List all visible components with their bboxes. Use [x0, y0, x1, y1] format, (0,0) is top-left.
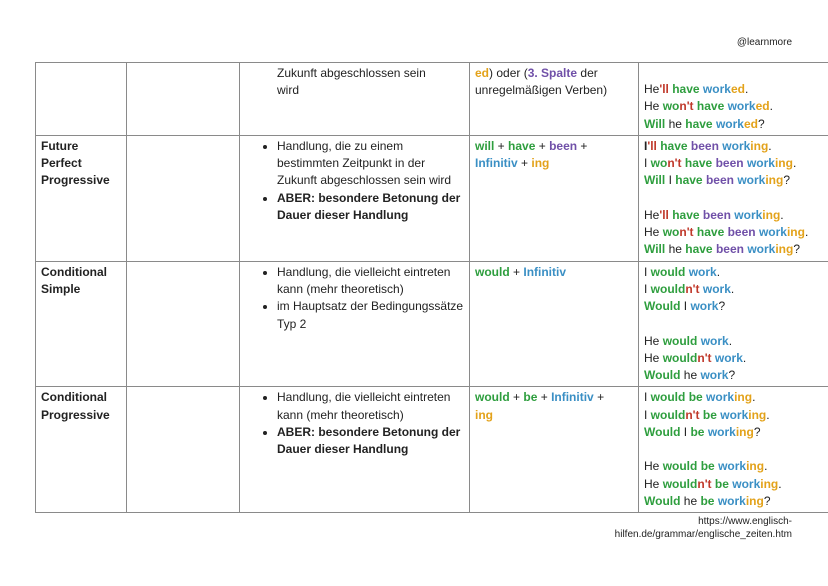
example-sentence: [644, 81, 828, 98]
text-segment: Will: [644, 116, 666, 131]
example-sentence: [644, 98, 828, 115]
usage-list: [245, 138, 464, 224]
text-segment: work: [702, 82, 731, 96]
tense-row: [36, 135, 828, 261]
text-segment: ?: [728, 368, 736, 383]
text-segment: ed: [755, 99, 770, 114]
usage-list-item: • Handlung, die vielleicht eintreten kann (mehr theoretisch): [277, 264, 464, 299]
text-segment: ?: [793, 242, 801, 257]
example-sentence: [644, 407, 828, 424]
text-segment: +: [517, 156, 532, 171]
text-segment: .: [744, 82, 749, 96]
text-segment: would: [662, 476, 698, 491]
example-sentence: [644, 298, 828, 315]
text-segment: He: [644, 207, 660, 222]
empty-cell: [127, 63, 240, 136]
usage-list-item: • ABER: besondere Betonung der Dauer dieser Handlung: [277, 190, 464, 225]
text-segment: n't: [685, 407, 700, 422]
text-segment: unregelmäßigen Verben): [475, 83, 608, 98]
author-handle: @learnmore: [736, 37, 792, 48]
text-segment: work: [720, 407, 749, 422]
text-segment: +: [535, 138, 550, 153]
text-segment: 'll: [647, 138, 657, 153]
text-segment: wo: [650, 156, 668, 171]
text-segment: be: [714, 476, 729, 491]
tense-name-cell: [36, 135, 127, 261]
text-segment: be: [700, 493, 715, 508]
text-segment: would: [650, 390, 686, 405]
text-segment: been: [715, 156, 744, 171]
text-segment: have: [508, 138, 536, 153]
text-segment: ing: [786, 225, 805, 240]
text-segment: der: [577, 66, 598, 80]
usage-list-item: • ABER: besondere Betonung der Dauer dieser Handlung: [277, 424, 464, 459]
text-segment: n't: [685, 281, 700, 296]
text-segment: ed: [743, 116, 758, 131]
tense-name-cell: [36, 261, 127, 387]
usage-description-cell: [240, 261, 470, 387]
text-segment: work: [746, 156, 775, 171]
formula-line: [475, 264, 633, 281]
text-segment: I: [644, 281, 651, 296]
text-segment: 3. Spalte: [527, 66, 578, 80]
text-segment: ing: [760, 476, 779, 491]
example-sentence: [644, 493, 828, 510]
text-segment: be: [690, 425, 705, 440]
usage-description-cell: [240, 387, 470, 513]
text-segment: +: [494, 138, 509, 153]
text-segment: He: [644, 350, 663, 365]
text-segment: +: [509, 264, 524, 279]
empty-cell: [127, 135, 240, 261]
text-segment: n't: [679, 99, 694, 114]
examples-cell: [639, 63, 828, 136]
example-sentence: [644, 224, 828, 241]
text-segment: work: [717, 493, 746, 508]
text-segment: be: [523, 390, 538, 405]
tense-name: Conditional Progressive: [41, 390, 110, 422]
text-segment: have: [672, 207, 700, 222]
example-sentence: [644, 264, 828, 281]
text-segment: ed: [730, 82, 745, 96]
tense-row: [36, 387, 828, 513]
examples-cell: [639, 261, 828, 387]
formula-cell: [470, 135, 639, 261]
example-sentence: [644, 350, 828, 367]
text-segment: would: [662, 333, 698, 348]
text-segment: be: [700, 459, 715, 474]
text-segment: .: [752, 390, 756, 405]
text-segment: be: [688, 390, 703, 405]
text-segment: He: [644, 459, 663, 474]
example-sentence: [644, 367, 828, 384]
examples-cell: [639, 135, 828, 261]
example-sentence: [644, 172, 828, 189]
text-segment: ing: [734, 390, 753, 405]
empty-cell: [127, 387, 240, 513]
text-segment: n't: [667, 156, 682, 171]
text-segment: been: [549, 138, 578, 153]
example-sentence: [644, 476, 828, 493]
text-segment: Infinitiv: [551, 390, 594, 405]
text-segment: would: [475, 390, 510, 405]
text-segment: have: [675, 173, 703, 188]
text-segment: been: [705, 173, 734, 188]
text-segment: n't: [679, 225, 694, 240]
text-segment: ed: [475, 66, 490, 80]
usage-list-item: • Handlung, die vielleicht eintreten kann (mehr theoretisch): [277, 389, 464, 424]
text-segment: ing: [774, 156, 793, 171]
example-spacer: [644, 441, 828, 458]
text-segment: .: [766, 407, 770, 422]
usage-list-item: • Handlung, die zu einem bestimmten Zeitpunkt in der Zukunft abgeschlossen sein wird: [277, 138, 464, 190]
text-segment: .: [742, 350, 747, 365]
example-sentence: [644, 333, 828, 350]
text-segment: been: [727, 225, 756, 240]
text-segment: would: [475, 264, 510, 279]
text-segment: have: [685, 242, 713, 257]
empty-cell: [127, 261, 240, 387]
text-segment: been: [690, 138, 719, 153]
text-segment: wo: [662, 99, 680, 114]
text-segment: ing: [765, 173, 784, 188]
formula-line: [475, 65, 633, 82]
text-segment: I: [644, 407, 651, 422]
text-segment: he: [665, 242, 686, 257]
example-sentence: [644, 424, 828, 441]
text-segment: ing: [748, 407, 767, 422]
text-segment: have: [696, 225, 725, 240]
example-spacer: [644, 316, 828, 333]
text-segment: would: [662, 350, 698, 365]
text-segment: have: [684, 156, 713, 171]
text-segment: work: [734, 207, 763, 222]
text-segment: He: [644, 99, 663, 114]
text-segment: work: [706, 390, 735, 405]
text-segment: I: [644, 390, 651, 405]
text-segment: n't: [697, 476, 712, 491]
text-segment: He: [644, 476, 663, 491]
text-segment: +: [593, 390, 605, 405]
text-segment: have: [696, 99, 725, 114]
text-segment: Will: [644, 173, 666, 188]
text-segment: work: [700, 333, 729, 348]
text-segment: work: [737, 173, 766, 188]
text-segment: ing: [745, 493, 764, 508]
usage-description-cell: [240, 63, 470, 136]
text-segment: ing: [762, 207, 781, 222]
tense-name: Conditional Simple: [41, 264, 107, 296]
text-segment: work: [727, 99, 756, 114]
text-segment: ing: [531, 156, 550, 171]
text-segment: work: [758, 225, 787, 240]
text-segment: have: [685, 116, 713, 131]
text-segment: work: [702, 281, 731, 296]
text-segment: I: [680, 425, 691, 440]
text-segment: I: [644, 156, 651, 171]
usage-text-line: wird: [277, 83, 300, 98]
text-segment: been: [702, 207, 731, 222]
examples-cell: [639, 387, 828, 513]
text-segment: Infinitiv: [523, 264, 567, 279]
text-segment: Will: [644, 242, 666, 257]
text-segment: +: [509, 390, 524, 405]
formula-cell: [470, 387, 639, 513]
formula-line: [475, 389, 633, 406]
text-segment: I: [665, 173, 676, 188]
text-segment: will: [475, 138, 495, 153]
text-segment: .: [804, 225, 809, 240]
text-segment: have: [660, 138, 688, 153]
text-segment: He: [644, 225, 663, 240]
usage-list-item: • im Hauptsatz der Bedingungssätze Typ 2: [277, 298, 464, 333]
text-segment: He: [644, 333, 663, 348]
text-segment: I: [680, 299, 691, 314]
text-segment: Would: [644, 425, 681, 440]
text-segment: work: [700, 368, 729, 383]
text-segment: would: [650, 407, 686, 422]
text-segment: been: [715, 242, 744, 257]
text-segment: he: [665, 116, 686, 131]
text-segment: .: [716, 264, 721, 279]
text-segment: ?: [763, 493, 771, 508]
example-sentence: [644, 389, 828, 406]
text-segment: .: [768, 138, 772, 153]
text-segment: be: [702, 407, 717, 422]
example-sentence: [644, 116, 828, 133]
text-segment: work: [688, 264, 717, 279]
text-segment: ?: [753, 425, 761, 440]
text-segment: n't: [697, 350, 712, 365]
tense-row: [36, 261, 828, 387]
formula-cell: [470, 63, 639, 136]
text-segment: ing: [735, 425, 754, 440]
text-segment: ?: [757, 116, 765, 131]
usage-text-line: Zukunft abgeschlossen sein: [277, 66, 426, 80]
text-segment: .: [769, 99, 773, 114]
text-segment: work: [718, 459, 747, 474]
usage-description-cell: [240, 135, 470, 261]
source-url-line-2: hilfen.de/grammar/englische_zeiten.htm: [614, 529, 792, 540]
usage-list: [245, 389, 464, 458]
tense-table-body: [36, 63, 828, 513]
text-segment: I: [644, 264, 651, 279]
text-segment: .: [728, 333, 733, 348]
example-sentence: [644, 241, 828, 258]
text-segment: Infinitiv: [475, 156, 518, 171]
text-segment: ing: [746, 459, 765, 474]
text-segment: work: [707, 425, 736, 440]
text-segment: ) oder (: [489, 66, 528, 80]
text-segment: +: [577, 138, 588, 153]
text-segment: work: [714, 350, 743, 365]
tense-table: [35, 62, 828, 513]
text-segment: would: [650, 264, 686, 279]
formula-line: [475, 407, 633, 424]
text-segment: ?: [783, 173, 791, 188]
text-segment: He: [644, 82, 660, 96]
tense-name-cell: [36, 63, 127, 136]
text-segment: .: [778, 476, 782, 491]
text-segment: .: [780, 207, 784, 222]
text-segment: 'll: [659, 82, 669, 96]
text-segment: work: [732, 476, 761, 491]
text-segment: ?: [718, 299, 726, 314]
text-segment: ing: [475, 407, 493, 422]
text-segment: .: [730, 281, 735, 296]
tense-name: Future Perfect Progressive: [41, 138, 110, 188]
source-url-line-1: https://www.englisch-: [698, 516, 792, 527]
text-segment: I: [644, 138, 648, 153]
text-segment: .: [764, 459, 768, 474]
text-segment: ing: [750, 138, 769, 153]
example-sentence: [644, 281, 828, 298]
text-segment: wo: [662, 225, 680, 240]
text-segment: Would: [644, 299, 681, 314]
text-segment: would: [650, 281, 686, 296]
tense-name-cell: [36, 387, 127, 513]
text-segment: he: [680, 493, 701, 508]
usage-list: [245, 264, 464, 333]
text-segment: 'll: [659, 207, 669, 222]
text-segment: he: [680, 368, 701, 383]
example-sentence: [644, 155, 828, 172]
example-sentence: [644, 207, 828, 224]
formula-cell: [470, 261, 639, 387]
source-url: [615, 515, 792, 541]
text-segment: ing: [775, 242, 794, 257]
text-segment: +: [537, 390, 552, 405]
example-spacer: [644, 190, 828, 207]
text-segment: .: [792, 156, 797, 171]
example-sentence: [644, 138, 828, 155]
text-segment: work: [747, 242, 776, 257]
text-segment: work: [715, 116, 744, 131]
tense-row: [36, 63, 828, 136]
formula-line: [475, 138, 633, 155]
text-segment: Would: [644, 493, 681, 508]
formula-line: [475, 155, 633, 172]
text-segment: Would: [644, 368, 681, 383]
text-segment: work: [722, 138, 751, 153]
text-segment: would: [662, 459, 698, 474]
text-segment: work: [690, 299, 719, 314]
example-sentence: [644, 458, 828, 475]
formula-line: [475, 82, 633, 99]
text-segment: have: [672, 82, 700, 96]
